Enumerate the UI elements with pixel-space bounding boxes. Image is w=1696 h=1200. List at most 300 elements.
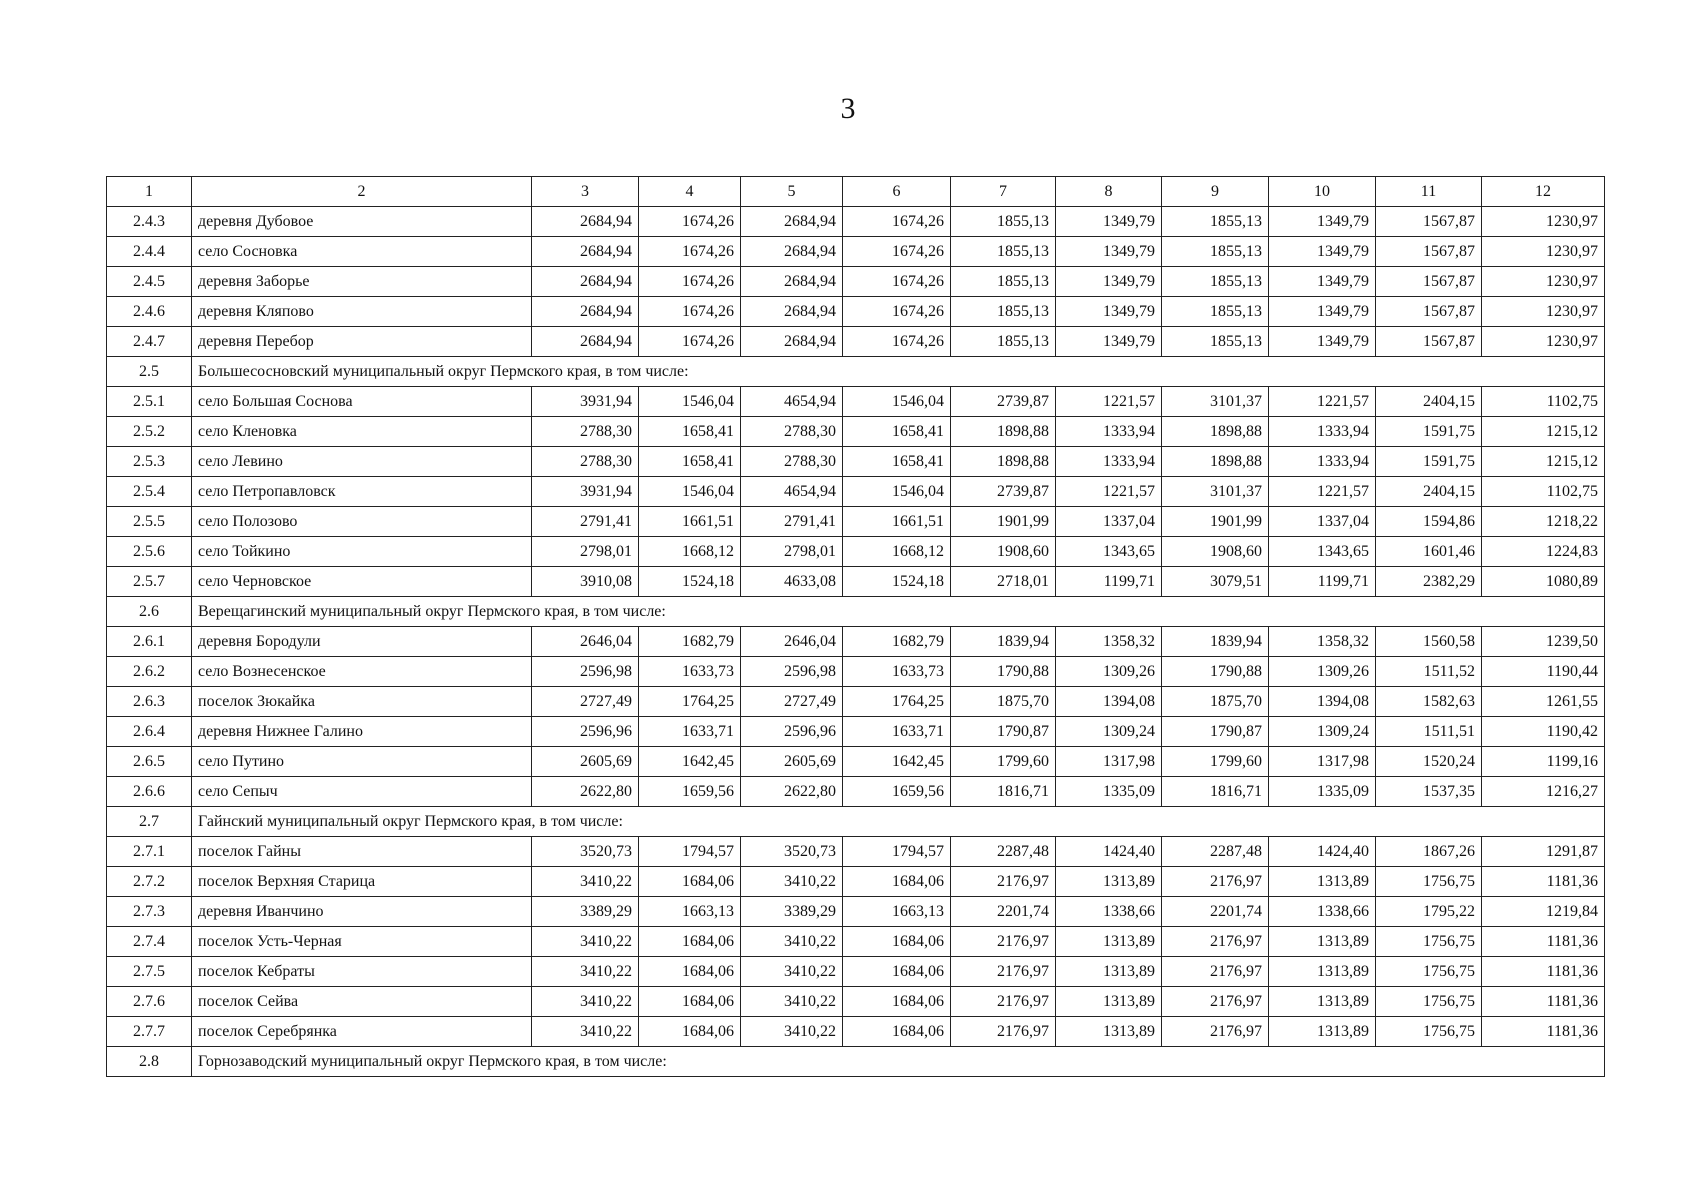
table-row xyxy=(107,267,1605,297)
value-cell: 2684,94 xyxy=(532,207,639,237)
settlement-name: село Сосновка xyxy=(192,237,532,267)
value-cell: 1591,75 xyxy=(1376,417,1482,447)
value-cell: 1790,87 xyxy=(1162,717,1269,747)
value-cell: 1756,75 xyxy=(1376,927,1482,957)
value-cell: 1567,87 xyxy=(1376,267,1482,297)
value-cell: 1102,75 xyxy=(1482,477,1605,507)
value-cell: 1537,35 xyxy=(1376,777,1482,807)
value-cell: 1190,42 xyxy=(1482,717,1605,747)
value-cell: 2739,87 xyxy=(951,387,1056,417)
table-row xyxy=(107,327,1605,357)
value-cell: 1080,89 xyxy=(1482,567,1605,597)
value-cell: 3931,94 xyxy=(532,477,639,507)
value-cell: 2176,97 xyxy=(951,927,1056,957)
value-cell: 2684,94 xyxy=(532,327,639,357)
value-cell: 2176,97 xyxy=(951,987,1056,1017)
value-cell: 3410,22 xyxy=(532,957,639,987)
value-cell: 2201,74 xyxy=(1162,897,1269,927)
value-cell: 1756,75 xyxy=(1376,987,1482,1017)
value-cell: 1855,13 xyxy=(951,207,1056,237)
row-number: 2.7.6 xyxy=(107,987,192,1017)
value-cell: 1658,41 xyxy=(843,417,951,447)
value-cell: 3389,29 xyxy=(532,897,639,927)
value-cell: 2684,94 xyxy=(741,267,843,297)
value-cell: 1230,97 xyxy=(1482,237,1605,267)
settlement-name: деревня Кляпово xyxy=(192,297,532,327)
value-cell: 1230,97 xyxy=(1482,297,1605,327)
table-row xyxy=(107,927,1605,957)
table-row xyxy=(107,207,1605,237)
value-cell: 1567,87 xyxy=(1376,207,1482,237)
value-cell: 1839,94 xyxy=(951,627,1056,657)
value-cell: 1901,99 xyxy=(951,507,1056,537)
column-header: 1 xyxy=(107,177,192,207)
value-cell: 1313,89 xyxy=(1056,867,1162,897)
table-row xyxy=(107,957,1605,987)
row-number: 2.4.6 xyxy=(107,297,192,327)
row-number: 2.7.4 xyxy=(107,927,192,957)
settlement-name: село Вознесенское xyxy=(192,657,532,687)
value-cell: 1898,88 xyxy=(1162,447,1269,477)
column-header: 12 xyxy=(1482,177,1605,207)
value-cell: 1524,18 xyxy=(639,567,741,597)
value-cell: 1764,25 xyxy=(639,687,741,717)
value-cell: 1756,75 xyxy=(1376,867,1482,897)
table-row xyxy=(107,747,1605,777)
value-cell: 1567,87 xyxy=(1376,327,1482,357)
value-cell: 1216,27 xyxy=(1482,777,1605,807)
row-number: 2.7.3 xyxy=(107,897,192,927)
page-number: 3 xyxy=(840,92,856,125)
value-cell: 2596,96 xyxy=(532,717,639,747)
row-number: 2.8 xyxy=(107,1047,192,1077)
value-cell: 2646,04 xyxy=(532,627,639,657)
settlement-name: поселок Верхняя Старица xyxy=(192,867,532,897)
value-cell: 1875,70 xyxy=(951,687,1056,717)
table-row xyxy=(107,897,1605,927)
value-cell: 2684,94 xyxy=(741,207,843,237)
value-cell: 1790,87 xyxy=(951,717,1056,747)
value-cell: 1349,79 xyxy=(1269,267,1376,297)
value-cell: 2684,94 xyxy=(532,237,639,267)
table-row xyxy=(107,567,1605,597)
value-cell: 1790,88 xyxy=(951,657,1056,687)
value-cell: 1333,94 xyxy=(1269,447,1376,477)
row-number: 2.4.3 xyxy=(107,207,192,237)
value-cell: 1674,26 xyxy=(639,297,741,327)
table-row xyxy=(107,657,1605,687)
value-cell: 1855,13 xyxy=(951,237,1056,267)
column-header: 10 xyxy=(1269,177,1376,207)
settlement-name: село Большая Соснова xyxy=(192,387,532,417)
column-header: 4 xyxy=(639,177,741,207)
column-header: 11 xyxy=(1376,177,1482,207)
value-cell: 1839,94 xyxy=(1162,627,1269,657)
value-cell: 1794,57 xyxy=(843,837,951,867)
value-cell: 3931,94 xyxy=(532,387,639,417)
value-cell: 1313,89 xyxy=(1269,957,1376,987)
value-cell: 1642,45 xyxy=(843,747,951,777)
value-cell: 2176,97 xyxy=(1162,987,1269,1017)
settlement-name: поселок Усть-Черная xyxy=(192,927,532,957)
value-cell: 3410,22 xyxy=(532,867,639,897)
value-cell: 1674,26 xyxy=(843,297,951,327)
row-number: 2.5.6 xyxy=(107,537,192,567)
value-cell: 1908,60 xyxy=(1162,537,1269,567)
value-cell: 1668,12 xyxy=(639,537,741,567)
value-cell: 1317,98 xyxy=(1056,747,1162,777)
value-cell: 1898,88 xyxy=(951,417,1056,447)
section-title: Верещагинский муниципальный округ Пермского края, в том числе: xyxy=(192,597,1605,627)
value-cell: 1684,06 xyxy=(639,957,741,987)
row-number: 2.6 xyxy=(107,597,192,627)
value-cell: 1855,13 xyxy=(1162,267,1269,297)
settlement-name: село Тойкино xyxy=(192,537,532,567)
settlement-name: поселок Сейва xyxy=(192,987,532,1017)
settlement-name: село Полозово xyxy=(192,507,532,537)
row-number: 2.4.7 xyxy=(107,327,192,357)
settlement-name: поселок Зюкайка xyxy=(192,687,532,717)
value-cell: 1816,71 xyxy=(951,777,1056,807)
row-number: 2.7.2 xyxy=(107,867,192,897)
row-number: 2.5.3 xyxy=(107,447,192,477)
table-row xyxy=(107,477,1605,507)
value-cell: 1684,06 xyxy=(639,927,741,957)
value-cell: 3410,22 xyxy=(741,987,843,1017)
value-cell: 1658,41 xyxy=(639,417,741,447)
value-cell: 1633,73 xyxy=(843,657,951,687)
tariff-table xyxy=(106,176,1605,1077)
row-number: 2.7.1 xyxy=(107,837,192,867)
value-cell: 1313,89 xyxy=(1269,1017,1376,1047)
value-cell: 1349,79 xyxy=(1269,327,1376,357)
value-cell: 2176,97 xyxy=(951,867,1056,897)
value-cell: 1855,13 xyxy=(1162,237,1269,267)
value-cell: 2596,96 xyxy=(741,717,843,747)
value-cell: 2684,94 xyxy=(741,327,843,357)
value-cell: 1181,36 xyxy=(1482,1017,1605,1047)
value-cell: 2404,15 xyxy=(1376,477,1482,507)
value-cell: 1756,75 xyxy=(1376,957,1482,987)
value-cell: 1219,84 xyxy=(1482,897,1605,927)
value-cell: 3410,22 xyxy=(532,1017,639,1047)
value-cell: 1684,06 xyxy=(639,867,741,897)
value-cell: 2684,94 xyxy=(741,297,843,327)
row-number: 2.4.4 xyxy=(107,237,192,267)
column-header: 9 xyxy=(1162,177,1269,207)
value-cell: 1633,71 xyxy=(639,717,741,747)
row-number: 2.6.4 xyxy=(107,717,192,747)
row-number: 2.6.5 xyxy=(107,747,192,777)
value-cell: 1349,79 xyxy=(1269,237,1376,267)
value-cell: 3410,22 xyxy=(741,1017,843,1047)
value-cell: 1684,06 xyxy=(639,1017,741,1047)
value-cell: 1343,65 xyxy=(1269,537,1376,567)
value-cell: 1181,36 xyxy=(1482,867,1605,897)
column-header: 3 xyxy=(532,177,639,207)
value-cell: 1313,89 xyxy=(1269,927,1376,957)
value-cell: 2646,04 xyxy=(741,627,843,657)
settlement-name: село Кленовка xyxy=(192,417,532,447)
value-cell: 2605,69 xyxy=(532,747,639,777)
value-cell: 1867,26 xyxy=(1376,837,1482,867)
settlement-name: село Петропавловск xyxy=(192,477,532,507)
row-number: 2.6.1 xyxy=(107,627,192,657)
value-cell: 3410,22 xyxy=(741,867,843,897)
value-cell: 1317,98 xyxy=(1269,747,1376,777)
value-cell: 1674,26 xyxy=(843,267,951,297)
value-cell: 2176,97 xyxy=(1162,927,1269,957)
row-number: 2.5.7 xyxy=(107,567,192,597)
settlement-name: поселок Кебраты xyxy=(192,957,532,987)
table-row xyxy=(107,627,1605,657)
value-cell: 1661,51 xyxy=(639,507,741,537)
value-cell: 2605,69 xyxy=(741,747,843,777)
value-cell: 2718,01 xyxy=(951,567,1056,597)
value-cell: 2287,48 xyxy=(1162,837,1269,867)
value-cell: 1358,32 xyxy=(1056,627,1162,657)
value-cell: 1313,89 xyxy=(1056,957,1162,987)
settlement-name: деревня Дубовое xyxy=(192,207,532,237)
value-cell: 1546,04 xyxy=(843,387,951,417)
column-header: 7 xyxy=(951,177,1056,207)
value-cell: 1424,40 xyxy=(1269,837,1376,867)
value-cell: 2404,15 xyxy=(1376,387,1482,417)
value-cell: 3389,29 xyxy=(741,897,843,927)
value-cell: 1674,26 xyxy=(639,237,741,267)
value-cell: 1684,06 xyxy=(843,927,951,957)
value-cell: 1684,06 xyxy=(843,987,951,1017)
section-row xyxy=(107,807,1605,837)
value-cell: 2739,87 xyxy=(951,477,1056,507)
table-row xyxy=(107,837,1605,867)
value-cell: 1349,79 xyxy=(1269,297,1376,327)
value-cell: 1855,13 xyxy=(951,267,1056,297)
value-cell: 2622,80 xyxy=(532,777,639,807)
value-cell: 1674,26 xyxy=(843,327,951,357)
value-cell: 2382,29 xyxy=(1376,567,1482,597)
value-cell: 1658,41 xyxy=(843,447,951,477)
value-cell: 1663,13 xyxy=(639,897,741,927)
row-number: 2.7 xyxy=(107,807,192,837)
value-cell: 1560,58 xyxy=(1376,627,1482,657)
value-cell: 1338,66 xyxy=(1056,897,1162,927)
value-cell: 2201,74 xyxy=(951,897,1056,927)
row-number: 2.6.6 xyxy=(107,777,192,807)
value-cell: 3410,22 xyxy=(532,927,639,957)
section-title: Горнозаводский муниципальный округ Пермского края, в том числе: xyxy=(192,1047,1605,1077)
column-header: 6 xyxy=(843,177,951,207)
value-cell: 1313,89 xyxy=(1269,987,1376,1017)
value-cell: 1520,24 xyxy=(1376,747,1482,777)
value-cell: 1338,66 xyxy=(1269,897,1376,927)
value-cell: 1816,71 xyxy=(1162,777,1269,807)
value-cell: 3410,22 xyxy=(532,987,639,1017)
value-cell: 1261,55 xyxy=(1482,687,1605,717)
row-number: 2.6.2 xyxy=(107,657,192,687)
value-cell: 4654,94 xyxy=(741,477,843,507)
value-cell: 1335,09 xyxy=(1056,777,1162,807)
value-cell: 1682,79 xyxy=(639,627,741,657)
row-number: 2.5.2 xyxy=(107,417,192,447)
value-cell: 1221,57 xyxy=(1056,387,1162,417)
value-cell: 1511,51 xyxy=(1376,717,1482,747)
table-row xyxy=(107,537,1605,567)
value-cell: 3520,73 xyxy=(741,837,843,867)
value-cell: 1684,06 xyxy=(639,987,741,1017)
value-cell: 1337,04 xyxy=(1056,507,1162,537)
settlement-name: село Черновское xyxy=(192,567,532,597)
value-cell: 1511,52 xyxy=(1376,657,1482,687)
value-cell: 1855,13 xyxy=(951,297,1056,327)
value-cell: 2791,41 xyxy=(532,507,639,537)
value-cell: 1333,94 xyxy=(1056,417,1162,447)
value-cell: 1661,51 xyxy=(843,507,951,537)
row-number: 2.5.1 xyxy=(107,387,192,417)
value-cell: 1291,87 xyxy=(1482,837,1605,867)
value-cell: 1313,89 xyxy=(1056,1017,1162,1047)
value-cell: 1674,26 xyxy=(843,207,951,237)
value-cell: 2596,98 xyxy=(532,657,639,687)
value-cell: 2727,49 xyxy=(532,687,639,717)
row-number: 2.4.5 xyxy=(107,267,192,297)
value-cell: 1394,08 xyxy=(1269,687,1376,717)
value-cell: 1181,36 xyxy=(1482,927,1605,957)
value-cell: 1642,45 xyxy=(639,747,741,777)
value-cell: 1855,13 xyxy=(1162,207,1269,237)
value-cell: 1358,32 xyxy=(1269,627,1376,657)
value-cell: 1313,89 xyxy=(1056,987,1162,1017)
value-cell: 1199,16 xyxy=(1482,747,1605,777)
row-number: 2.7.7 xyxy=(107,1017,192,1047)
value-cell: 1668,12 xyxy=(843,537,951,567)
value-cell: 1682,79 xyxy=(843,627,951,657)
value-cell: 2176,97 xyxy=(1162,867,1269,897)
value-cell: 1799,60 xyxy=(1162,747,1269,777)
value-cell: 2788,30 xyxy=(741,417,843,447)
value-cell: 1349,79 xyxy=(1056,297,1162,327)
value-cell: 1659,56 xyxy=(843,777,951,807)
value-cell: 3101,37 xyxy=(1162,477,1269,507)
value-cell: 1349,79 xyxy=(1056,327,1162,357)
settlement-name: село Сепыч xyxy=(192,777,532,807)
value-cell: 1898,88 xyxy=(951,447,1056,477)
value-cell: 1343,65 xyxy=(1056,537,1162,567)
column-header: 8 xyxy=(1056,177,1162,207)
table-row xyxy=(107,987,1605,1017)
value-cell: 1855,13 xyxy=(1162,327,1269,357)
settlement-name: село Левино xyxy=(192,447,532,477)
settlement-name: деревня Заборье xyxy=(192,267,532,297)
table-row xyxy=(107,387,1605,417)
value-cell: 1309,26 xyxy=(1269,657,1376,687)
table-header-row xyxy=(107,177,1605,207)
value-cell: 1855,13 xyxy=(1162,297,1269,327)
value-cell: 1230,97 xyxy=(1482,207,1605,237)
value-cell: 1546,04 xyxy=(843,477,951,507)
value-cell: 1790,88 xyxy=(1162,657,1269,687)
value-cell: 1567,87 xyxy=(1376,237,1482,267)
value-cell: 1199,71 xyxy=(1269,567,1376,597)
table-row xyxy=(107,777,1605,807)
value-cell: 2287,48 xyxy=(951,837,1056,867)
value-cell: 1855,13 xyxy=(951,327,1056,357)
value-cell: 1799,60 xyxy=(951,747,1056,777)
value-cell: 1333,94 xyxy=(1056,447,1162,477)
table-row xyxy=(107,687,1605,717)
value-cell: 1230,97 xyxy=(1482,327,1605,357)
value-cell: 1313,89 xyxy=(1056,927,1162,957)
table-row xyxy=(107,717,1605,747)
value-cell: 1684,06 xyxy=(843,867,951,897)
settlement-name: деревня Перебор xyxy=(192,327,532,357)
value-cell: 1674,26 xyxy=(639,327,741,357)
value-cell: 1546,04 xyxy=(639,387,741,417)
value-cell: 1333,94 xyxy=(1269,417,1376,447)
value-cell: 3410,22 xyxy=(741,927,843,957)
settlement-name: деревня Иванчино xyxy=(192,897,532,927)
settlement-name: поселок Серебрянка xyxy=(192,1017,532,1047)
section-title: Большесосновский муниципальный округ Пермского края, в том числе: xyxy=(192,357,1605,387)
value-cell: 1546,04 xyxy=(639,477,741,507)
section-row xyxy=(107,1047,1605,1077)
value-cell: 1349,79 xyxy=(1269,207,1376,237)
value-cell: 1756,75 xyxy=(1376,1017,1482,1047)
value-cell: 2791,41 xyxy=(741,507,843,537)
value-cell: 2684,94 xyxy=(532,267,639,297)
value-cell: 1224,83 xyxy=(1482,537,1605,567)
value-cell: 1190,44 xyxy=(1482,657,1605,687)
value-cell: 1199,71 xyxy=(1056,567,1162,597)
value-cell: 1221,57 xyxy=(1056,477,1162,507)
value-cell: 1901,99 xyxy=(1162,507,1269,537)
value-cell: 1230,97 xyxy=(1482,267,1605,297)
row-number: 2.5.4 xyxy=(107,477,192,507)
table-row xyxy=(107,297,1605,327)
value-cell: 2176,97 xyxy=(951,1017,1056,1047)
value-cell: 1102,75 xyxy=(1482,387,1605,417)
section-row xyxy=(107,597,1605,627)
value-cell: 2176,97 xyxy=(1162,1017,1269,1047)
value-cell: 1181,36 xyxy=(1482,987,1605,1017)
table-row xyxy=(107,1017,1605,1047)
value-cell: 1349,79 xyxy=(1056,237,1162,267)
value-cell: 2684,94 xyxy=(741,237,843,267)
value-cell: 3410,22 xyxy=(741,957,843,987)
value-cell: 2176,97 xyxy=(1162,957,1269,987)
value-cell: 2788,30 xyxy=(741,447,843,477)
value-cell: 1875,70 xyxy=(1162,687,1269,717)
row-number: 2.7.5 xyxy=(107,957,192,987)
value-cell: 1239,50 xyxy=(1482,627,1605,657)
value-cell: 2798,01 xyxy=(741,537,843,567)
section-row xyxy=(107,357,1605,387)
value-cell: 1794,57 xyxy=(639,837,741,867)
value-cell: 1674,26 xyxy=(639,267,741,297)
settlement-name: поселок Гайны xyxy=(192,837,532,867)
section-title: Гайнский муниципальный округ Пермского края, в том числе: xyxy=(192,807,1605,837)
value-cell: 1309,24 xyxy=(1269,717,1376,747)
value-cell: 2622,80 xyxy=(741,777,843,807)
value-cell: 2788,30 xyxy=(532,417,639,447)
value-cell: 1674,26 xyxy=(639,207,741,237)
value-cell: 3910,08 xyxy=(532,567,639,597)
settlement-name: село Путино xyxy=(192,747,532,777)
value-cell: 1309,24 xyxy=(1056,717,1162,747)
settlement-name: деревня Бородули xyxy=(192,627,532,657)
table-row xyxy=(107,237,1605,267)
value-cell: 1424,40 xyxy=(1056,837,1162,867)
